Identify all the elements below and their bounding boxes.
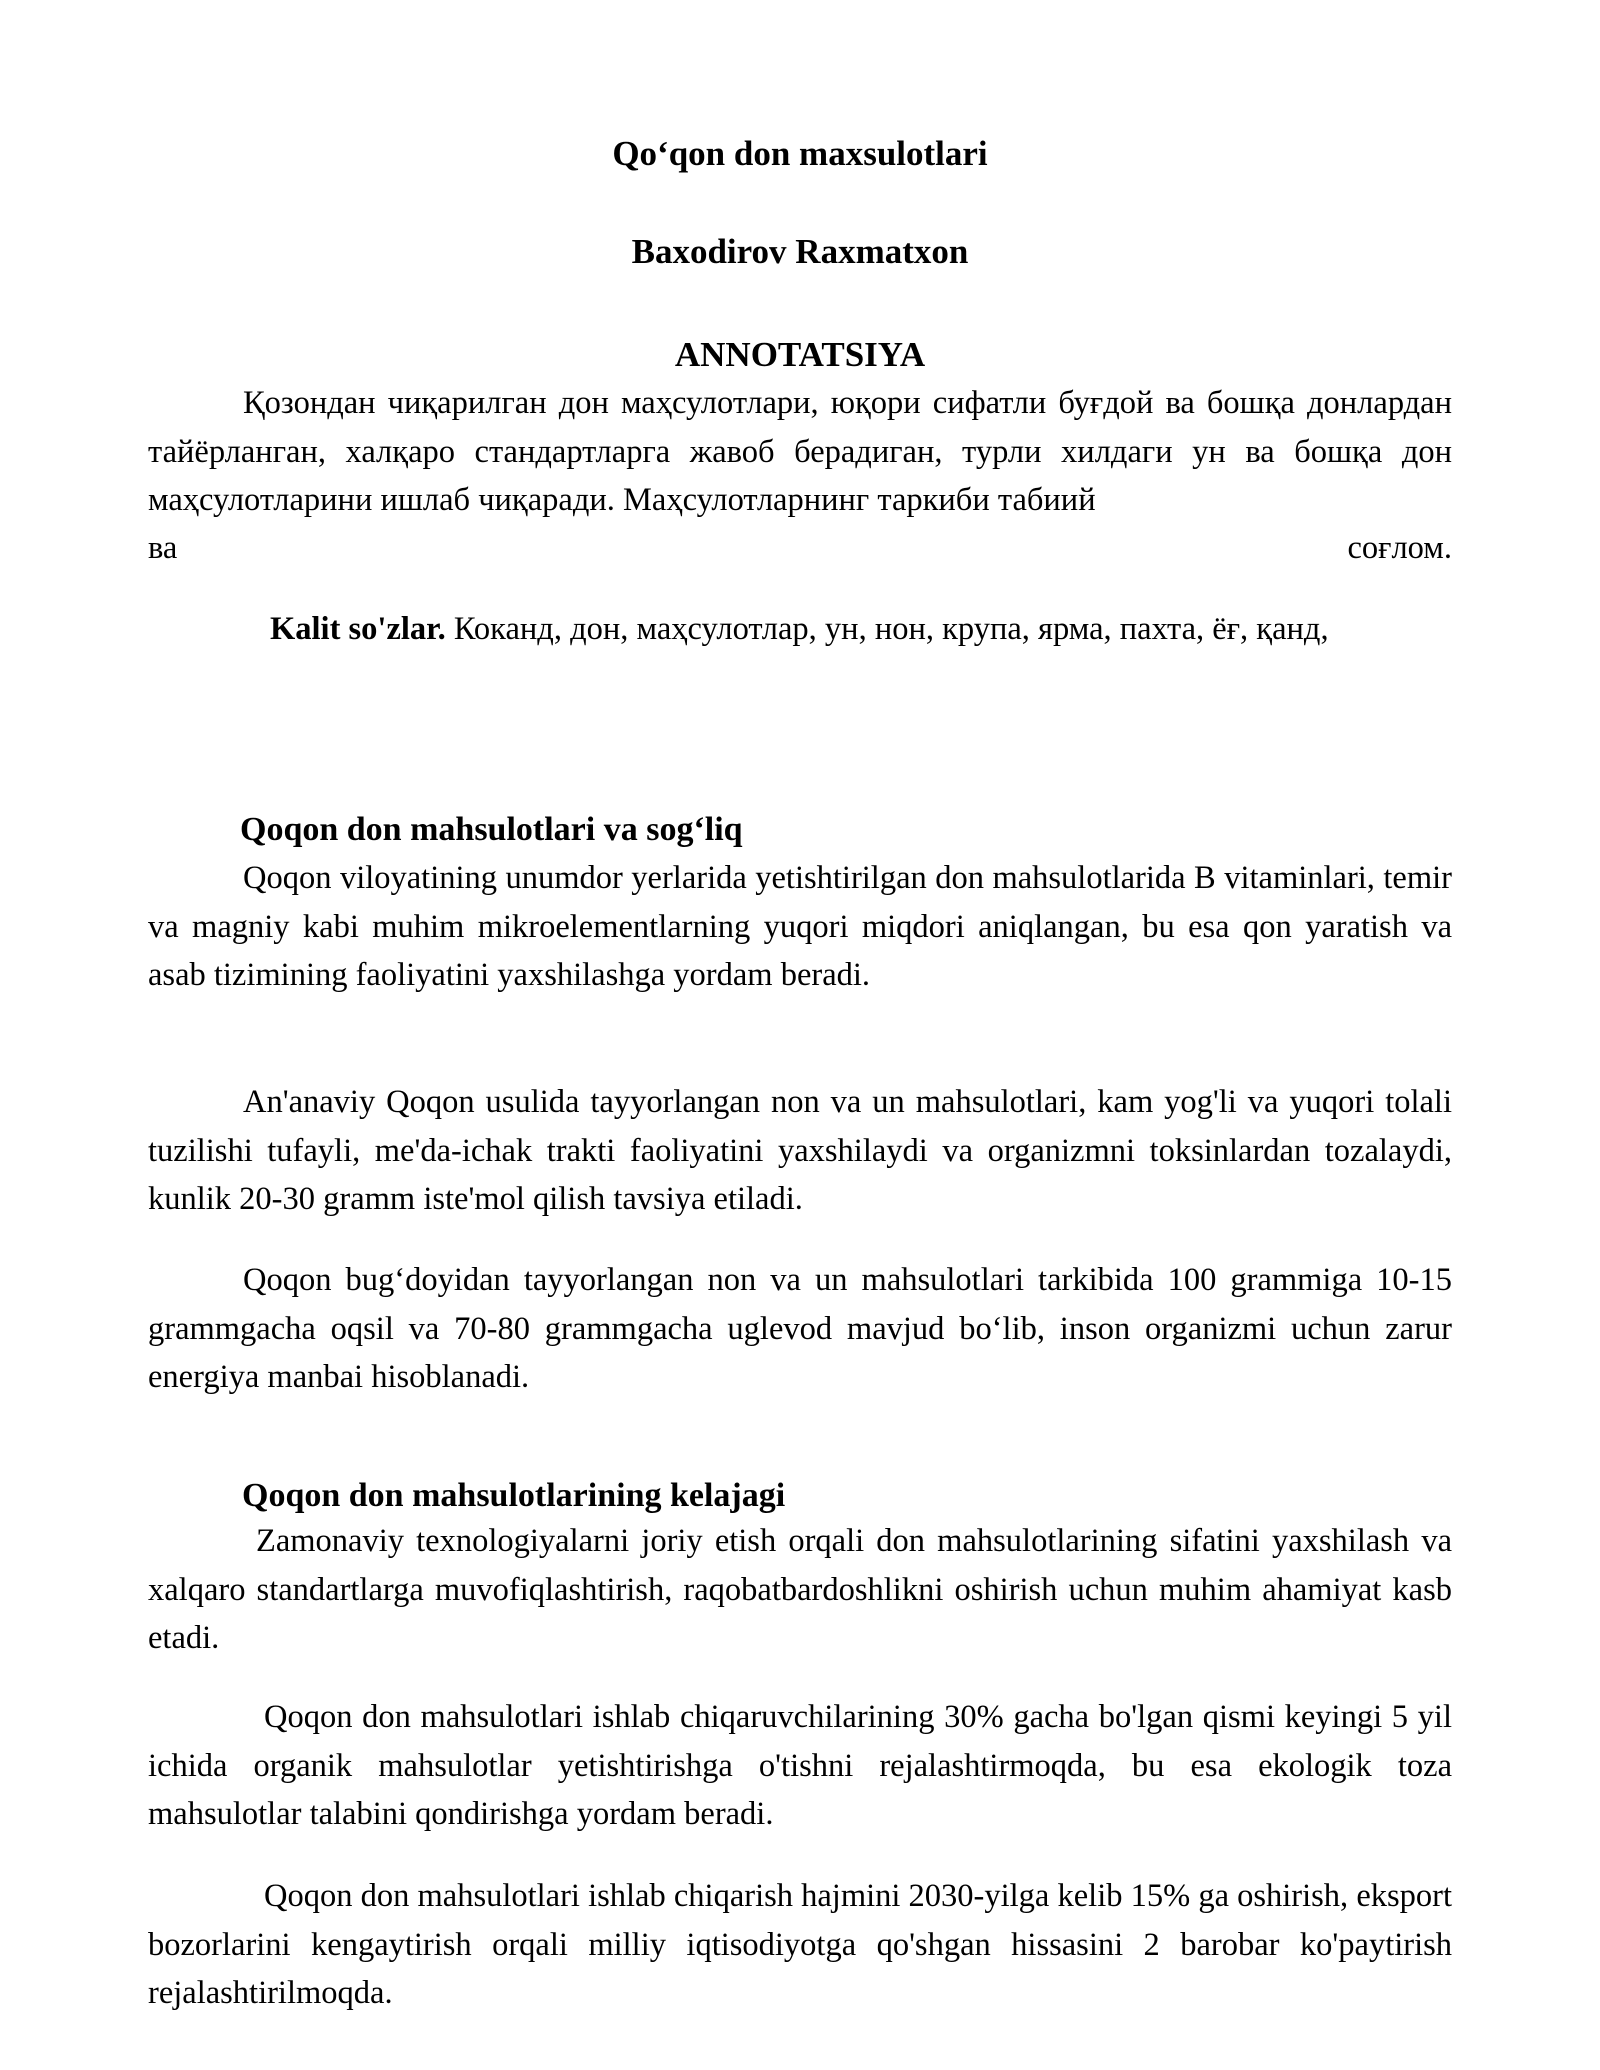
section-heading-health: Qoqon don mahsulotlari va sog‘liq xyxy=(240,811,743,848)
keywords-label: Kalit so'zlar. xyxy=(270,611,446,647)
section2-paragraph-1: Zamonaviy texnologiyalarni joriy etish orqali don mahsulotlarining sifatini yaxshilash va xalqaro standartlarga muvofiqlashtirish, raqobatbardoshlikni oshirish uchun muhim ahamiyat kasb etadi. xyxy=(148,1523,1452,1656)
annotation-last-left: ва xyxy=(148,530,178,566)
section2-paragraph-3: Qoqon don mahsulotlari ishlab chiqarish hajmini 2030-yilga kelib 15% ga oshirish, eksport bozorlarini kengaytirish orqali milliy iqtisodiyotga qo'shgan hissasini 2 barobar ko'paytirish rejalashtirilmoqda. xyxy=(148,1878,1452,2011)
section-heading-future: Qoqon don mahsulotlarining kelajagi xyxy=(242,1477,786,1514)
section1-paragraph-2: An'anaviy Qoqon usulida tayyorlangan non va un mahsulotlari, kam yog'li va yuqori tolali tuzilishi tufayli, me'da-ichak trakti faoliyatini yaxshilaydi va organizmni toksinlardan tozalaydi, kunlik 20-30 gramm iste'mol qilish tavsiya etiladi. xyxy=(148,1084,1452,1217)
section2-paragraph-2: Qoqon don mahsulotlari ishlab chiqaruvchilarining 30% gacha bo'lgan qismi keyingi 5 yil ichida organik mahsulotlar yetishtirishga o'tishni rejalashtirmoqda, bu esa ekologik toza mahsulotlar talabini qondirishga yordam beradi. xyxy=(148,1699,1452,1832)
annotation-text: Қозондан чиқарилган дон маҳсулотлари, юқори сифатли буғдой ва бошқа донлардан тайёрланган, халқаро стандартларга жавоб берадиган, турли хилдаги ун ва бошқа дон маҳсулотларини ишлаб чиқаради. Маҳсулотларнинг таркиби табиий xyxy=(148,385,1452,518)
section1-paragraph-3: Qoqon bug‘doyidan tayyorlangan non va un mahsulotlari tarkibida 100 grammiga 10-15 grammgacha oqsil va 70-80 grammgacha uglevod mavjud bo‘lib, inson organizmi uchun zarur energiya manbai hisoblanadi. xyxy=(148,1262,1452,1395)
annotation-last-line xyxy=(148,524,1452,573)
author-name: Baxodirov Raxmatxon xyxy=(631,232,969,271)
document-title: Qo‘qon don maxsulotlari xyxy=(612,134,988,173)
annotation-last-right: соғлом. xyxy=(1347,530,1452,566)
section1-paragraph-1: Qoqon viloyatining unumdor yerlarida yetishtirilgan don mahsulotlarida B vitaminlari, temir va magniy kabi muhim mikroelementlarning yuqori miqdori aniqlangan, bu esa qon yaratish va asab tizimining faoliyatini yaxshilashga yordam beradi. xyxy=(148,860,1452,993)
keywords-paragraph xyxy=(148,605,1452,654)
annotation-heading: ANNOTATSIYA xyxy=(674,335,926,374)
keywords-text: Коканд, дон, маҳсулотлар, ун, нон, крупа, ярма, пахта, ёғ, қанд, xyxy=(445,611,1329,647)
